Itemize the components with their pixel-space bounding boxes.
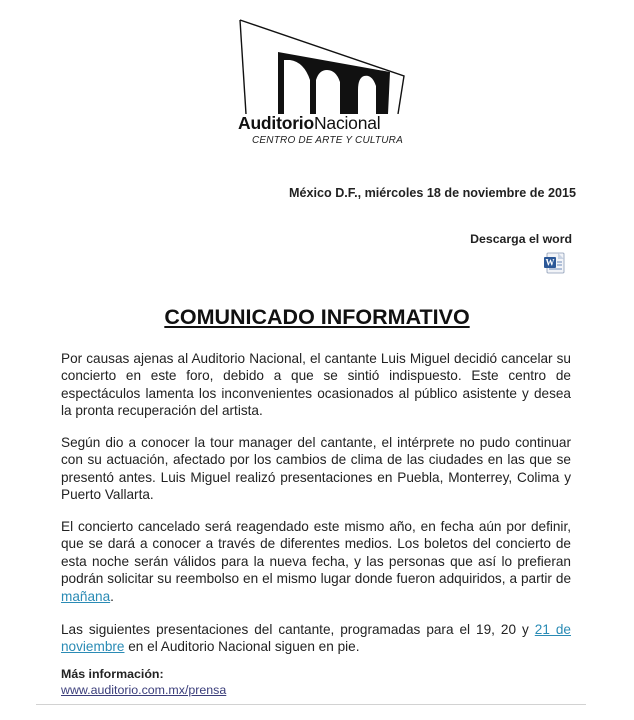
logo-name-regular: Nacional (313, 113, 381, 133)
more-info-label: Más información: (61, 667, 164, 681)
paragraph-4-text: Las siguientes presentaciones del cantante, programadas para el 19, 20 y (61, 622, 535, 637)
logo-name-bold: Auditorio (238, 113, 314, 133)
page-title (0, 305, 634, 330)
svg-text:W: W (545, 257, 555, 268)
auditorio-nacional-logo (226, 14, 416, 146)
page-title-text: COMUNICADO INFORMATIVO (164, 305, 470, 329)
logo-tagline: CENTRO DE ARTE Y CULTURA (252, 135, 403, 146)
download-word-link[interactable]: Descarga el word (470, 232, 572, 246)
footer-divider (36, 704, 586, 705)
paragraph-4 (61, 621, 571, 656)
manana-link[interactable]: mañana (61, 588, 111, 604)
press-release-date: México D.F., miércoles 18 de noviembre de 2015 (289, 186, 576, 200)
word-document-icon[interactable] (543, 251, 567, 275)
paragraph-3-text: El concierto cancelado será reagendado este mismo año, en fecha aún por definir, que se dará a conocer a través de diferentes medios. Los boletos del concierto de esta noche serán válidos para la nueva fecha, y las personas que así lo prefieran podrán solicitar su reembolso en el mismo lugar donde fueron adquiridos, a partir de (61, 519, 571, 587)
logo-building-icon (226, 14, 416, 114)
paragraph-3-end: . (110, 588, 114, 604)
paragraph-2: Según dio a conocer la tour manager del cantante, el intérprete no pudo continuar con su actuación, afectado por los cambios de clima de las ciudades en las que se presentó antes. Luis Miguel realizó presentaciones en Puebla, Monterrey, Colima y Puerto Vallarta. (61, 435, 571, 503)
logo-wordmark (238, 113, 380, 134)
paragraph-3 (61, 518, 571, 605)
paragraph-4-end: en el Auditorio Nacional siguen en pie. (124, 639, 360, 655)
november-21-link[interactable]: 21 de noviembre (61, 622, 571, 655)
paragraph-1: Por causas ajenas al Auditorio Nacional, el cantante Luis Miguel decidió cancelar su concierto en este foro, debido a que se sintió indispuesto. Este centro de espectáculos lamenta los inconvenientes ocasionados al público asistente y desea la pronta recuperación del artista. (61, 351, 571, 419)
press-url-link[interactable]: www.auditorio.com.mx/prensa (61, 683, 227, 697)
